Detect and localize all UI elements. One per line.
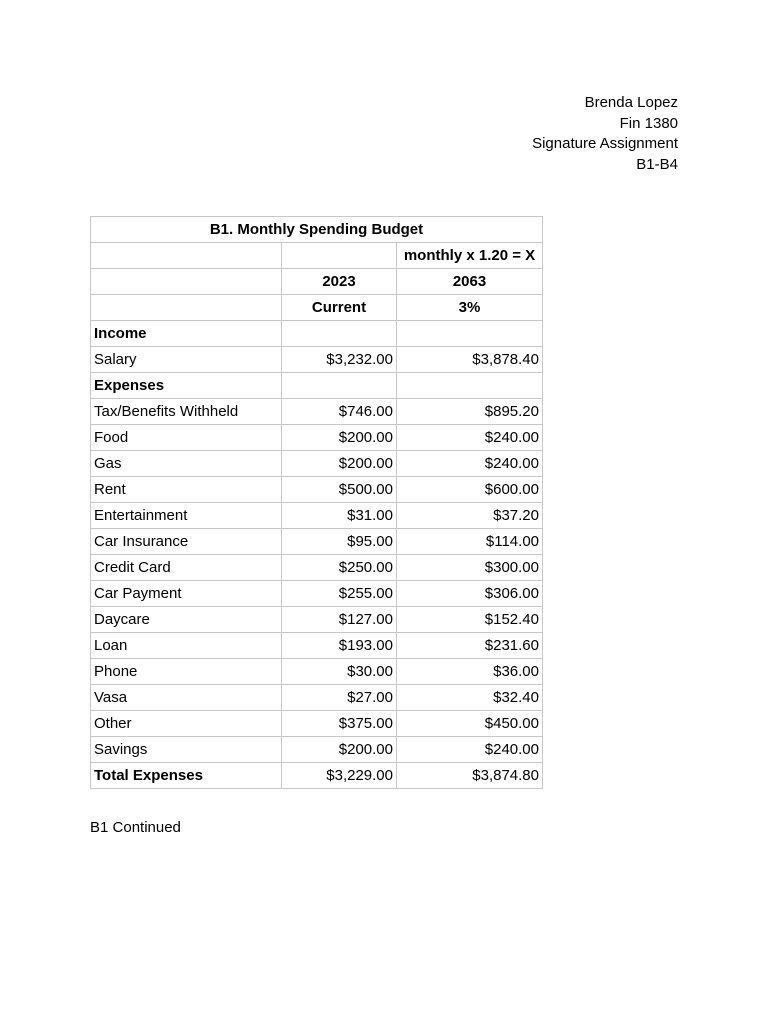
table-title: B1. Monthly Spending Budget: [91, 217, 543, 243]
expense-row: [91, 737, 543, 763]
expense-current: $193.00: [282, 633, 397, 659]
expense-current: $200.00: [282, 425, 397, 451]
expense-current: $375.00: [282, 711, 397, 737]
rate-header: 3%: [397, 295, 543, 321]
expense-row: [91, 451, 543, 477]
expense-current: $255.00: [282, 581, 397, 607]
expense-label: Gas: [91, 451, 282, 477]
empty-cell: [397, 321, 543, 347]
expense-label: Vasa: [91, 685, 282, 711]
expense-row: [91, 399, 543, 425]
expense-label: Car Payment: [91, 581, 282, 607]
expense-label: Daycare: [91, 607, 282, 633]
expense-current: $200.00: [282, 451, 397, 477]
empty-cell: [282, 373, 397, 399]
expense-label: Credit Card: [91, 555, 282, 581]
year-future-header: 2063: [397, 269, 543, 295]
total-expenses-future: $3,874.80: [397, 763, 543, 789]
expense-label: Phone: [91, 659, 282, 685]
author-header: [532, 93, 678, 175]
expense-future: $114.00: [397, 529, 543, 555]
salary-future: $3,878.40: [397, 347, 543, 373]
empty-cell: [91, 295, 282, 321]
expense-future: $152.40: [397, 607, 543, 633]
expense-label: Other: [91, 711, 282, 737]
current-header: Current: [282, 295, 397, 321]
expense-label: Tax/Benefits Withheld: [91, 399, 282, 425]
empty-cell: [91, 269, 282, 295]
expense-current: $250.00: [282, 555, 397, 581]
expense-current: $27.00: [282, 685, 397, 711]
b1-continued-text: B1 Continued: [90, 819, 181, 836]
expense-future: $240.00: [397, 737, 543, 763]
expense-row: [91, 503, 543, 529]
expense-current: $200.00: [282, 737, 397, 763]
expense-future: $306.00: [397, 581, 543, 607]
expense-row: [91, 581, 543, 607]
expense-current: $95.00: [282, 529, 397, 555]
expense-row: [91, 607, 543, 633]
expense-label: Food: [91, 425, 282, 451]
year-row: [91, 269, 543, 295]
total-expenses-current: $3,229.00: [282, 763, 397, 789]
expense-row: [91, 711, 543, 737]
expense-future: $36.00: [397, 659, 543, 685]
formula-header: monthly x 1.20 = X: [397, 243, 543, 269]
expense-row: [91, 685, 543, 711]
expense-row: [91, 659, 543, 685]
empty-cell: [282, 243, 397, 269]
empty-cell: [397, 373, 543, 399]
expense-future: $37.20: [397, 503, 543, 529]
expenses-heading-row: [91, 373, 543, 399]
income-heading: Income: [91, 321, 282, 347]
subheader-row: [91, 295, 543, 321]
expense-row: [91, 477, 543, 503]
expense-future: $895.20: [397, 399, 543, 425]
expense-label: Rent: [91, 477, 282, 503]
expense-current: $127.00: [282, 607, 397, 633]
expense-future: $240.00: [397, 425, 543, 451]
year-current-header: 2023: [282, 269, 397, 295]
salary-current: $3,232.00: [282, 347, 397, 373]
expense-future: $300.00: [397, 555, 543, 581]
section-range: B1-B4: [636, 155, 678, 173]
course-code: Fin 1380: [619, 114, 678, 132]
author-name: Brenda Lopez: [584, 94, 678, 111]
budget-table-body: [91, 217, 543, 789]
monthly-spending-budget-table: [90, 216, 543, 789]
expense-future: $231.60: [397, 633, 543, 659]
empty-cell: [282, 321, 397, 347]
expense-current: $500.00: [282, 477, 397, 503]
expense-row: [91, 633, 543, 659]
expense-row: [91, 555, 543, 581]
title-row: [91, 217, 543, 243]
expense-label: Loan: [91, 633, 282, 659]
expense-label: Savings: [91, 737, 282, 763]
salary-row: [91, 347, 543, 373]
salary-label: Salary: [91, 347, 282, 373]
total-expenses-row: [91, 763, 543, 789]
expense-current: $746.00: [282, 399, 397, 425]
expense-row: [91, 425, 543, 451]
expense-future: $240.00: [397, 451, 543, 477]
income-heading-row: [91, 321, 543, 347]
expenses-heading: Expenses: [91, 373, 282, 399]
expense-label: Car Insurance: [91, 529, 282, 555]
expense-future: $600.00: [397, 477, 543, 503]
formula-row: [91, 243, 543, 269]
expense-future: $450.00: [397, 711, 543, 737]
expense-current: $30.00: [282, 659, 397, 685]
expense-label: Entertainment: [91, 503, 282, 529]
empty-cell: [91, 243, 282, 269]
expense-future: $32.40: [397, 685, 543, 711]
total-expenses-label: Total Expenses: [91, 763, 282, 789]
assignment-title: Signature Assignment: [532, 135, 678, 152]
expense-row: [91, 529, 543, 555]
expense-current: $31.00: [282, 503, 397, 529]
